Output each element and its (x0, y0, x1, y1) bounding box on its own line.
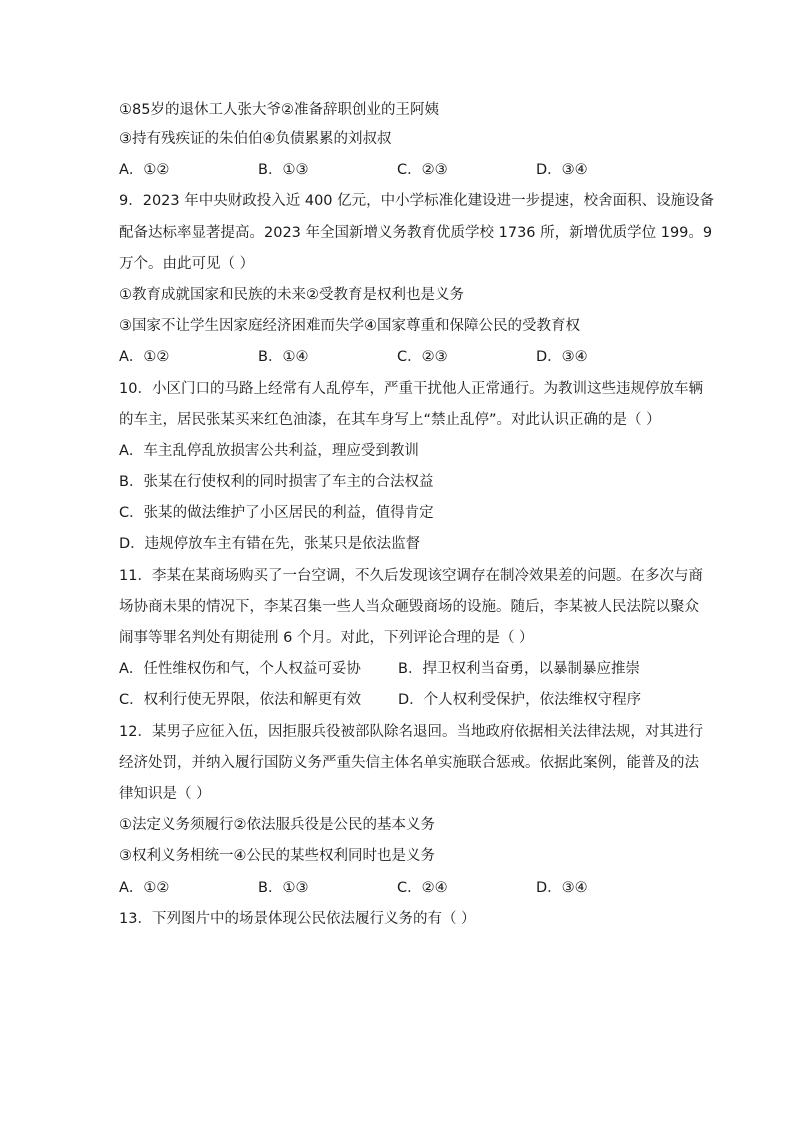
q12-stem-line-3: 律知识是（ ） (119, 785, 211, 802)
q11-stem-line-3: 闹事等罪名判处有期徒刑 6 个月。对此，下列评论合理的是（ ） (119, 630, 534, 646)
q8-option-a[interactable]: A．①② (119, 162, 170, 179)
q12-option-d[interactable]: D．③④ (536, 879, 588, 896)
q9-items-line-1: ①教育成就国家和民族的未来②受教育是权利也是义务 (119, 286, 464, 303)
q8-items-line-1: ①85岁的退休工人张大爷②准备辞职创业的王阿姨 (119, 102, 439, 118)
question-10 (119, 374, 703, 561)
q10-option-c[interactable]: C．张某的做法维护了小区居民的利益，值得肯定 (119, 505, 434, 522)
q12-items-line-1: ①法定义务须履行②依法服兵役是公民的基本义务 (119, 817, 435, 834)
q13-stem-line-1: 13．下列图片中的场景体现公民依法履行义务的有（ ） (119, 910, 476, 927)
q11-stem-line-1: 11．李某在某商场购买了一台空调，不久后发现该空调存在制冷效果差的问题。在多次与商 (119, 567, 703, 584)
question-13 (119, 904, 679, 935)
question-8 (119, 97, 679, 186)
q11-option-b[interactable]: B．捍卫权利当奋勇，以暴制暴应推崇 (398, 661, 640, 678)
q9-option-b[interactable]: B．①④ (258, 349, 309, 366)
q8-option-d[interactable]: D．③④ (536, 162, 588, 179)
q11-options-row-2 (119, 685, 679, 716)
q12-option-b[interactable]: B．①③ (258, 879, 309, 896)
question-12 (119, 717, 703, 904)
q10-stem-line-1: 10．小区门口的马路上经常有人乱停车，严重干扰他人正常通行。为教训这些违规停放车辆 (119, 380, 703, 397)
q11-option-a[interactable]: A．任性维权伤和气，个人权益可妥协 (119, 661, 361, 678)
question-9 (119, 186, 715, 373)
q12-items-line-2: ③权利义务相统一④公民的某些权利同时也是义务 (119, 848, 435, 865)
q9-option-d[interactable]: D．③④ (536, 349, 588, 366)
q11-stem-line-2: 场协商未果的情况下，李某召集一些人当众砸毁商场的设施。随后，李某被人民法院以聚众 (119, 598, 699, 615)
q9-option-c[interactable]: C．②③ (397, 349, 448, 366)
q9-stem-line-3: 万个。由此可见（ ） (119, 255, 255, 272)
q8-options (119, 155, 679, 186)
q10-option-b[interactable]: B．张某在行使权利的同时损害了车主的合法权益 (119, 474, 434, 491)
q10-option-a[interactable]: A．车主乱停乱放损害公共利益，理应受到教训 (119, 442, 419, 459)
q10-option-d[interactable]: D．违规停放车主有错在先，张某只是依法监督 (119, 536, 421, 553)
q9-option-a[interactable]: A．①② (119, 349, 170, 366)
q8-items-line-2: ③持有残疾证的朱伯伯④负债累累的刘叔叔 (119, 131, 392, 147)
q12-option-a[interactable]: A．①② (119, 879, 170, 896)
q9-stem-line-2: 配备达标率显著提高。2023 年全国新增义务教育优质学校 1736 所，新增优质学位 199。9 (119, 224, 713, 241)
q12-stem-line-2: 经济处罚，并纳入履行国防义务严重失信主体名单实施联合惩戒。依据此案例，能普及的法 (119, 754, 699, 771)
q12-stem-line-1: 12．某男子应征入伍，因拒服兵役被部队除名退回。当地政府依据相关法律法规，对其进行 (119, 723, 703, 740)
q8-option-b[interactable]: B．①③ (258, 162, 309, 179)
q9-stem-line-1: 9．2023 年中央财政投入近 400 亿元，中小学标准化建设进一步提速，校舍面积、设施设备 (119, 193, 715, 210)
q9-options (119, 342, 679, 373)
q12-options (119, 873, 679, 904)
q9-items-line-2: ③国家不让学生因家庭经济困难而失学④国家尊重和保障公民的受教育权 (119, 318, 580, 335)
q8-option-c[interactable]: C．②③ (397, 162, 448, 179)
question-11 (119, 561, 703, 717)
q11-options-row-1 (119, 654, 679, 685)
question-list (119, 97, 715, 935)
q11-option-c[interactable]: C．权利行使无界限，依法和解更有效 (119, 692, 362, 709)
q11-option-d[interactable]: D．个人权利受保护，依法维权守程序 (398, 692, 642, 709)
q12-option-c[interactable]: C．②④ (397, 879, 448, 896)
q10-stem-line-2: 的车主，居民张某买来红色油漆，在其车身写上“禁止乱停”。对此认识正确的是（ ） (119, 411, 661, 428)
